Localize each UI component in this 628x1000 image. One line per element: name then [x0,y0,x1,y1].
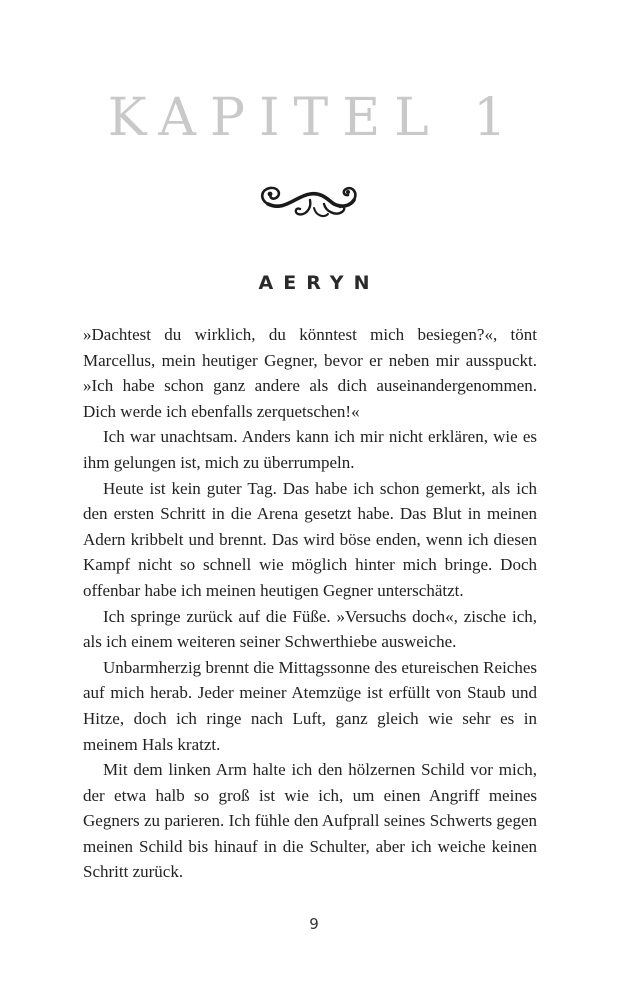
chapter-body [83,322,537,885]
chapter-title: KAPITEL 1 [107,88,521,148]
paragraph: Unbarmherzig brennt die Mittagssonne des etureischen Reiches auf mich herab. Jeder meiner Atemzüge ist erfüllt von Staub und Hitze, doch ich ringe nach Luft, ganz gleich wie sehr es in meinem Hals kratzt. [83,657,537,754]
paragraph: Mit dem linken Arm halte ich den hölzernen Schild vor mich, der etwa halb so groß ist wie ich, um einen Angriff meines Gegners zu parieren. Ich fühle den Aufprall seines Schwerts gegen meinen Schild bis hinauf in die Schulter, aber ich weiche keinen Schritt zurück. [83,760,537,882]
paragraph: Ich war unachtsam. Anders kann ich mir nicht erklären, wie es ihm gelungen ist, mich zu überrumpeln. [83,427,537,472]
paragraph: Ich springe zurück auf die Füße. »Versuchs doch«, zische ich, als ich einem weiteren seiner Schwerthiebe ausweiche. [83,606,537,652]
paragraph: »Dachtest du wirklich, du könntest mich besiegen?«, tönt Marcellus, mein heutiger Gegner, bevor er neben mir ausspuckt. »Ich habe schon ganz andere als dich auseinandergenommen. Dich werde ich ebenfalls zerquetschen!« [83,325,537,421]
flourish-ornament-icon [254,178,370,224]
character-name: AERYN [258,272,380,294]
page-number: 9 [309,915,319,933]
paragraph: Heute ist kein guter Tag. Das habe ich schon gemerkt, als ich den ersten Schritt in die Arena gesetzt habe. Das Blut in meinen Adern kribbelt und brennt. Das wird böse enden, wenn ich diesen Kampf nicht so schnell wie möglich hinter mich bringe. Doch offenbar habe ich meinen heutigen Gegner unterschätzt. [83,478,537,600]
